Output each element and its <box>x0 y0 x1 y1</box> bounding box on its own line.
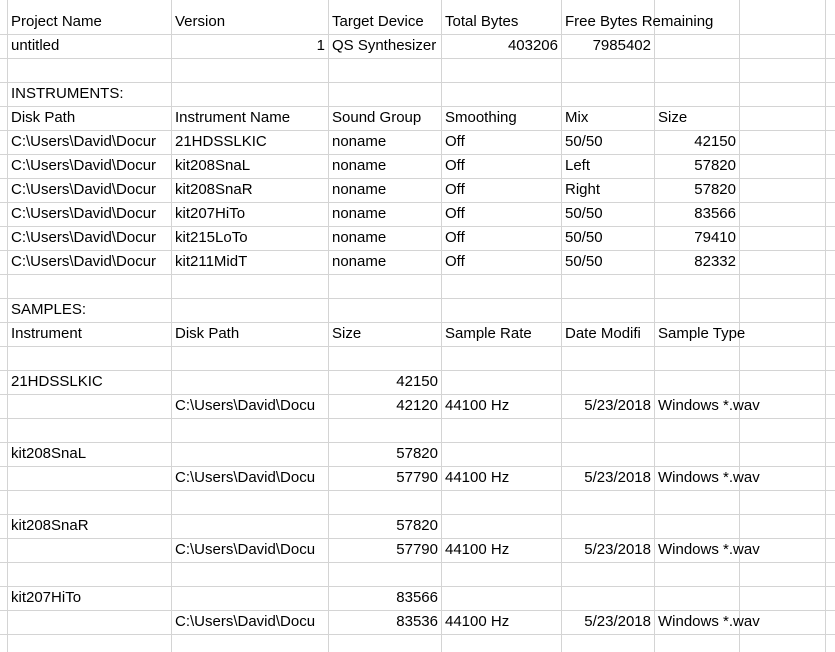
cell-target-device-value[interactable]: QS Synthesizer <box>332 37 437 54</box>
instrument-row-sound-group[interactable]: noname <box>332 205 387 222</box>
sample-path[interactable]: C:\Users\David\Docu <box>175 469 316 486</box>
sample-size[interactable]: 83536 <box>396 613 438 630</box>
instrument-row-mix[interactable]: 50/50 <box>565 133 603 150</box>
instrument-row-smoothing[interactable]: Off <box>445 133 465 150</box>
sample-type[interactable]: Windows *.wav <box>658 613 760 630</box>
instrument-row-sound-group[interactable]: noname <box>332 133 387 150</box>
instrument-row-name[interactable]: kit207HiTo <box>175 205 246 222</box>
instrument-row-mix[interactable]: 50/50 <box>565 253 603 270</box>
instrument-row-disk-path[interactable]: C:\Users\David\Docur <box>11 229 157 246</box>
column-gridline <box>171 0 172 652</box>
instrument-row-mix[interactable]: Left <box>565 157 591 174</box>
cell-project-name-label[interactable]: Project Name <box>11 13 102 30</box>
sample-rate[interactable]: 44100 Hz <box>445 397 510 414</box>
cell-free-bytes-label[interactable]: Free Bytes Remaining <box>565 13 714 30</box>
sample-path[interactable]: C:\Users\David\Docu <box>175 541 316 558</box>
samples-col-sample-type[interactable]: Sample Type <box>658 325 746 342</box>
sample-rate[interactable]: 44100 Hz <box>445 541 510 558</box>
sample-type[interactable]: Windows *.wav <box>658 541 760 558</box>
sample-size[interactable]: 57790 <box>396 469 438 486</box>
instrument-row-size[interactable]: 79410 <box>694 229 736 246</box>
sample-group-instrument[interactable]: kit207HiTo <box>11 589 82 606</box>
cell-total-bytes-label[interactable]: Total Bytes <box>445 13 519 30</box>
samples-col-date-modified[interactable]: Date Modifi <box>565 325 641 342</box>
sample-group-size[interactable]: 42150 <box>396 373 438 390</box>
sample-rate[interactable]: 44100 Hz <box>445 469 510 486</box>
row-gridline <box>0 490 835 491</box>
instrument-row-size[interactable]: 57820 <box>694 181 736 198</box>
row-gridline <box>0 274 835 275</box>
row-gridline <box>0 346 835 347</box>
cell-total-bytes-value[interactable]: 403206 <box>507 37 558 54</box>
row-gridline <box>0 58 835 59</box>
sample-path[interactable]: C:\Users\David\Docu <box>175 613 316 630</box>
instrument-row-sound-group[interactable]: noname <box>332 157 387 174</box>
sample-date[interactable]: 5/23/2018 <box>584 469 651 486</box>
instruments-col-smoothing[interactable]: Smoothing <box>445 109 517 126</box>
instrument-row-name[interactable]: kit208SnaL <box>175 157 251 174</box>
sample-size[interactable]: 57790 <box>396 541 438 558</box>
instrument-row-sound-group[interactable]: noname <box>332 229 387 246</box>
sample-type[interactable]: Windows *.wav <box>658 397 760 414</box>
instruments-col-size[interactable]: Size <box>658 109 688 126</box>
instrument-row-smoothing[interactable]: Off <box>445 253 465 270</box>
instrument-row-name[interactable]: 21HDSSLKIC <box>175 133 267 150</box>
instrument-row-disk-path[interactable]: C:\Users\David\Docur <box>11 181 157 198</box>
samples-col-sample-rate[interactable]: Sample Rate <box>445 325 532 342</box>
samples-col-disk-path[interactable]: Disk Path <box>175 325 240 342</box>
instrument-row-smoothing[interactable]: Off <box>445 229 465 246</box>
row-gridline <box>0 562 835 563</box>
instrument-row-mix[interactable]: 50/50 <box>565 205 603 222</box>
sample-group-instrument[interactable]: kit208SnaR <box>11 517 89 534</box>
sample-path[interactable]: C:\Users\David\Docu <box>175 397 316 414</box>
cell-free-bytes-value[interactable]: 7985402 <box>592 37 651 54</box>
instrument-row-name[interactable]: kit215LoTo <box>175 229 248 246</box>
samples-col-instrument[interactable]: Instrument <box>11 325 82 342</box>
sample-rate[interactable]: 44100 Hz <box>445 613 510 630</box>
cell-project-name-value[interactable]: untitled <box>11 37 60 54</box>
cell-target-device-label[interactable]: Target Device <box>332 13 424 30</box>
sample-date[interactable]: 5/23/2018 <box>584 541 651 558</box>
sample-date[interactable]: 5/23/2018 <box>584 397 651 414</box>
row-gridline <box>0 418 835 419</box>
instrument-row-disk-path[interactable]: C:\Users\David\Docur <box>11 157 157 174</box>
instruments-col-mix[interactable]: Mix <box>565 109 589 126</box>
instrument-row-size[interactable]: 57820 <box>694 157 736 174</box>
sample-group-size[interactable]: 57820 <box>396 445 438 462</box>
sample-size[interactable]: 42120 <box>396 397 438 414</box>
instrument-row-name[interactable]: kit211MidT <box>175 253 248 270</box>
instrument-row-smoothing[interactable]: Off <box>445 205 465 222</box>
instrument-row-disk-path[interactable]: C:\Users\David\Docur <box>11 133 157 150</box>
cell-version-value[interactable]: 1 <box>316 37 325 54</box>
cell-version-label[interactable]: Version <box>175 13 226 30</box>
sample-group-size[interactable]: 83566 <box>396 589 438 606</box>
samples-section-title[interactable]: SAMPLES: <box>11 301 87 318</box>
instrument-row-smoothing[interactable]: Off <box>445 181 465 198</box>
instrument-row-mix[interactable]: Right <box>565 181 601 198</box>
instrument-row-size[interactable]: 83566 <box>694 205 736 222</box>
instrument-row-disk-path[interactable]: C:\Users\David\Docur <box>11 253 157 270</box>
row-gridline <box>0 634 835 635</box>
instrument-row-sound-group[interactable]: noname <box>332 181 387 198</box>
column-gridline <box>561 0 562 652</box>
instrument-row-sound-group[interactable]: noname <box>332 253 387 270</box>
column-gridline <box>7 0 8 652</box>
column-gridline <box>825 0 826 652</box>
instrument-row-smoothing[interactable]: Off <box>445 157 465 174</box>
instruments-col-instrument-name[interactable]: Instrument Name <box>175 109 291 126</box>
sample-group-size[interactable]: 57820 <box>396 517 438 534</box>
sample-group-instrument[interactable]: 21HDSSLKIC <box>11 373 103 390</box>
sample-type[interactable]: Windows *.wav <box>658 469 760 486</box>
column-gridline <box>328 0 329 652</box>
instruments-section-title[interactable]: INSTRUMENTS: <box>11 85 124 102</box>
instrument-row-disk-path[interactable]: C:\Users\David\Docur <box>11 205 157 222</box>
sample-group-instrument[interactable]: kit208SnaL <box>11 445 87 462</box>
instrument-row-size[interactable]: 42150 <box>694 133 736 150</box>
column-gridline <box>441 0 442 652</box>
sample-date[interactable]: 5/23/2018 <box>584 613 651 630</box>
instruments-col-sound-group[interactable]: Sound Group <box>332 109 422 126</box>
samples-col-size[interactable]: Size <box>332 325 362 342</box>
column-gridline <box>654 0 655 652</box>
instruments-col-disk-path[interactable]: Disk Path <box>11 109 76 126</box>
instrument-row-name[interactable]: kit208SnaR <box>175 181 253 198</box>
instrument-row-mix[interactable]: 50/50 <box>565 229 603 246</box>
instrument-row-size[interactable]: 82332 <box>694 253 736 270</box>
